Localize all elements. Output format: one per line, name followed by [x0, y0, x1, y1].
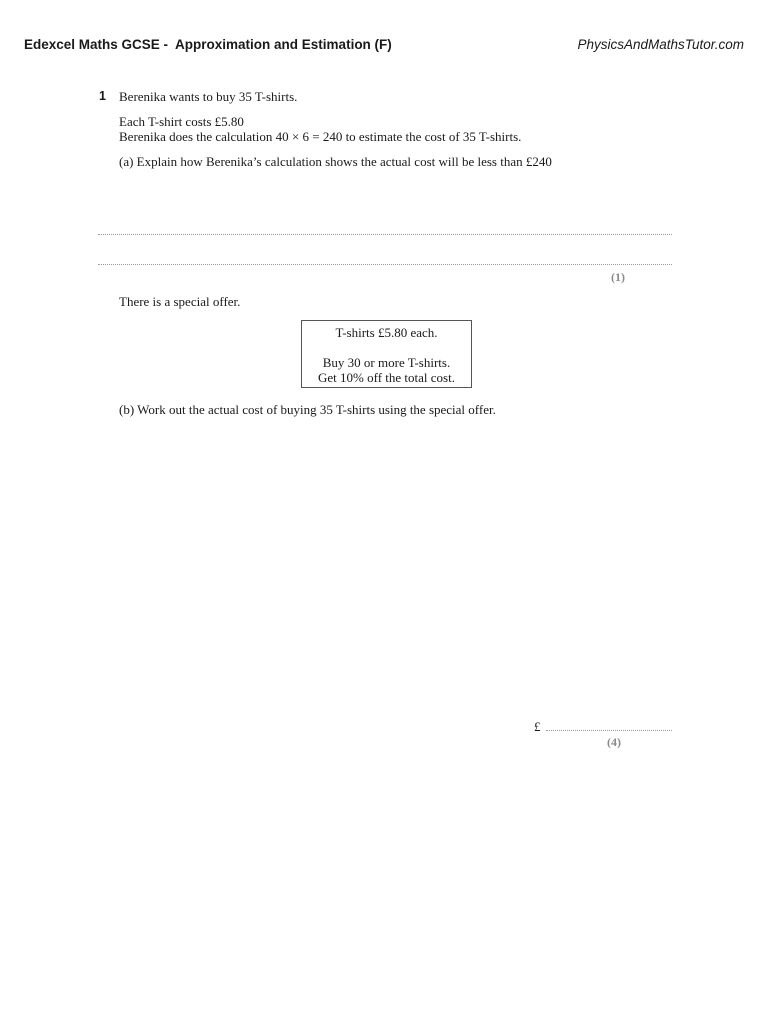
- part-a-marks: (1): [611, 270, 625, 284]
- answer-line-b[interactable]: [546, 730, 672, 731]
- currency-symbol: £: [534, 719, 541, 734]
- offer-line-2: Buy 30 or more T-shirts.: [322, 355, 451, 370]
- question-number: 1: [99, 89, 106, 103]
- document-title: Edexcel Maths GCSE - Approximation and Estimation (F): [24, 37, 392, 52]
- offer-line-3: Get 10% off the total cost.: [318, 370, 455, 385]
- question-intro: Berenika wants to buy 35 T-shirts.: [119, 89, 298, 104]
- part-a-text: (a) Explain how Berenika’s calculation shows the actual cost will be less than £240: [119, 154, 552, 169]
- part-b-text: (b) Work out the actual cost of buying 35 T-shirts using the special offer.: [119, 402, 496, 417]
- answer-line-a-2[interactable]: [98, 264, 672, 265]
- offer-intro: There is a special offer.: [119, 294, 241, 309]
- part-b-marks: (4): [607, 735, 621, 749]
- special-offer-box: [301, 320, 472, 388]
- site-name: PhysicsAndMathsTutor.com: [577, 37, 744, 52]
- question-line-1: Each T-shirt costs £5.80: [119, 114, 244, 129]
- question-line-2: Berenika does the calculation 40 × 6 = 240 to estimate the cost of 35 T-shirts.: [119, 129, 522, 144]
- answer-line-a-1[interactable]: [98, 234, 672, 235]
- offer-line-1: T-shirts £5.80 each.: [335, 325, 438, 340]
